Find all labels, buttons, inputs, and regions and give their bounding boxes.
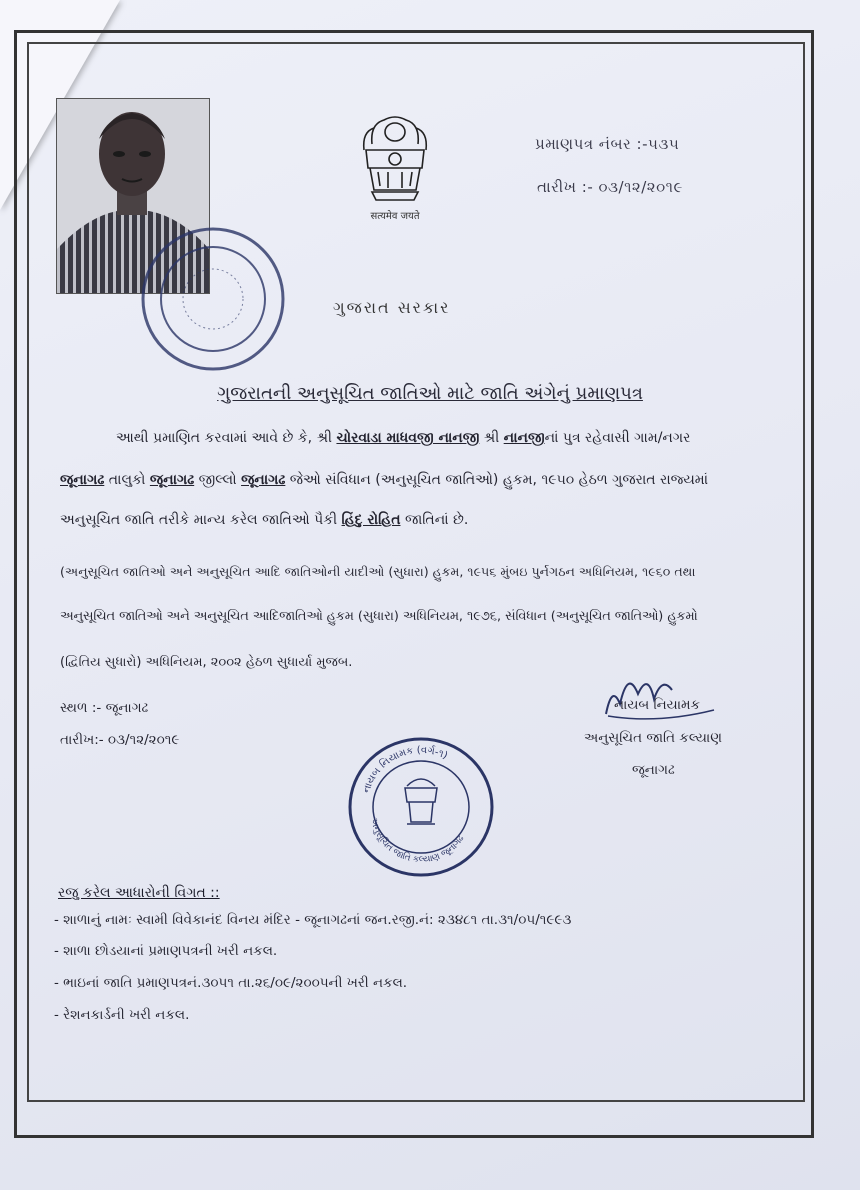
certificate-number: પ્રમાણપત્ર નંબર :-૫૩૫: [535, 135, 680, 153]
body-text: નાં પુત્ર રહેવાસી ગામ/નગર: [544, 430, 691, 446]
stamp-text-top: નાયબ નિયામક (વર્ગ-૧): [360, 744, 450, 795]
body-line-2: [60, 472, 708, 488]
body-line-5: અનુસૂચિત જાતિઓ અને અનુસૂચિત આદિજાતિઓ હુકમ (સુધારા) અધિનિયમ, ૧૯૭૬, સંવિધાન (અનુસૂચિત જાતિઓ) હુકમો: [60, 609, 698, 624]
applicant-name: ચોરવાડા માધવજી નાનજી: [336, 430, 480, 446]
body-text: અનુસૂચિત જાતિ તરીકે માન્ય કરેલ જાતિઓ પૈકી: [60, 512, 342, 528]
attachment-item: - રેશનકાર્ડની ખરી નકલ.: [54, 1007, 190, 1023]
photo-round-stamp: [138, 224, 288, 374]
body-text: જીલ્લો: [194, 472, 242, 488]
body-text: જાતિનાં છે.: [400, 512, 469, 528]
body-line-1: [116, 430, 690, 446]
ashoka-emblem-icon: [352, 110, 438, 206]
signatory-department: અનુસૂચિત જાતિ કલ્યાણ: [584, 730, 722, 746]
emblem-motto: सत्यमेव जयते: [370, 211, 420, 222]
caste-name: હિંદુ રોહિત: [341, 512, 401, 528]
attachment-item: - ભાઇનાં જાતિ પ્રમાણપત્રનં.૩૦૫૧ તા.૨૬/૦૯/૨૦૦૫ની ખરી નકલ.: [54, 975, 408, 991]
body-text: આથી પ્રમાણિત કરવામાં આવે છે કે, શ્રી: [116, 430, 337, 446]
body-line-3: [60, 512, 468, 528]
taluka-name: જૂનાગઢ: [149, 472, 195, 488]
place-field: સ્થળ :- જૂનાગઢ: [60, 700, 149, 716]
body-text: તાલુકો: [104, 472, 150, 488]
body-line-6: (દ્વિતિય સુધારો) અધિનિયમ, ૨૦૦૨ હેઠળ સુધાર્યા મુજબ.: [60, 655, 353, 670]
body-text: શ્રી: [479, 430, 504, 446]
certificate-date: તારીખ :- ૦૩/૧૨/૨૦૧૯: [537, 178, 683, 196]
attachment-item: - શાળા છોડયાનાં પ્રમાણપત્રની ખરી નકલ.: [54, 943, 278, 959]
signature: [598, 664, 718, 724]
attachment-item: - શાળાનું નામઃ સ્વામી વિવેકાનંદ વિનય મંદિર - જૂનાગઢનાં જન.રજી.નં: ૨૩૪૮૧ તા.૩૧/૦૫/૧૯૯૩: [54, 912, 572, 928]
village-name: જૂનાગઢ: [60, 472, 105, 488]
body-text: જેઓ સંવિધાન (અનુસૂચિત જાતિઓ) હુકમ, ૧૯૫૦ હેઠળ ગુજરાત રાજ્યમાં: [285, 472, 709, 488]
date-field: તારીખ:- ૦૩/૧૨/૨૦૧૯: [60, 732, 180, 748]
attachments-heading: રજુ કરેલ આધારોની વિગત ::: [58, 885, 220, 901]
signatory-title: નાયબ નિયામક: [614, 697, 701, 713]
government-name: ગુજરાત સરકાર: [333, 298, 451, 317]
stamp-text-bottom: અનુસૂચિત જાતિ કલ્યાણ જૂનાગઢ: [368, 816, 467, 866]
signatory-place: જૂનાગઢ: [632, 762, 675, 778]
svg-text:નાયબ નિયામક (વર્ગ-૧): [361, 744, 449, 794]
district-name: જૂનાગઢ: [241, 472, 286, 488]
father-name: નાનજી: [503, 430, 545, 446]
body-line-4: (અનુસૂચિત જાતિઓ અને અનુસૂચિત આદિ જાતિઓની યાદીઓ (સુધારા) હુકમ, ૧૯૫૬ મુંબઇ પુર્નગઠન અધિનિયમ, ૧૯૬૦ તથા: [60, 564, 696, 579]
official-round-stamp: [347, 736, 495, 878]
certificate-title: ગુજરાતની અનુસૂચિત જાતિઓ માટે જાતિ અંગેનું પ્રમાણપત્ર: [217, 383, 643, 404]
